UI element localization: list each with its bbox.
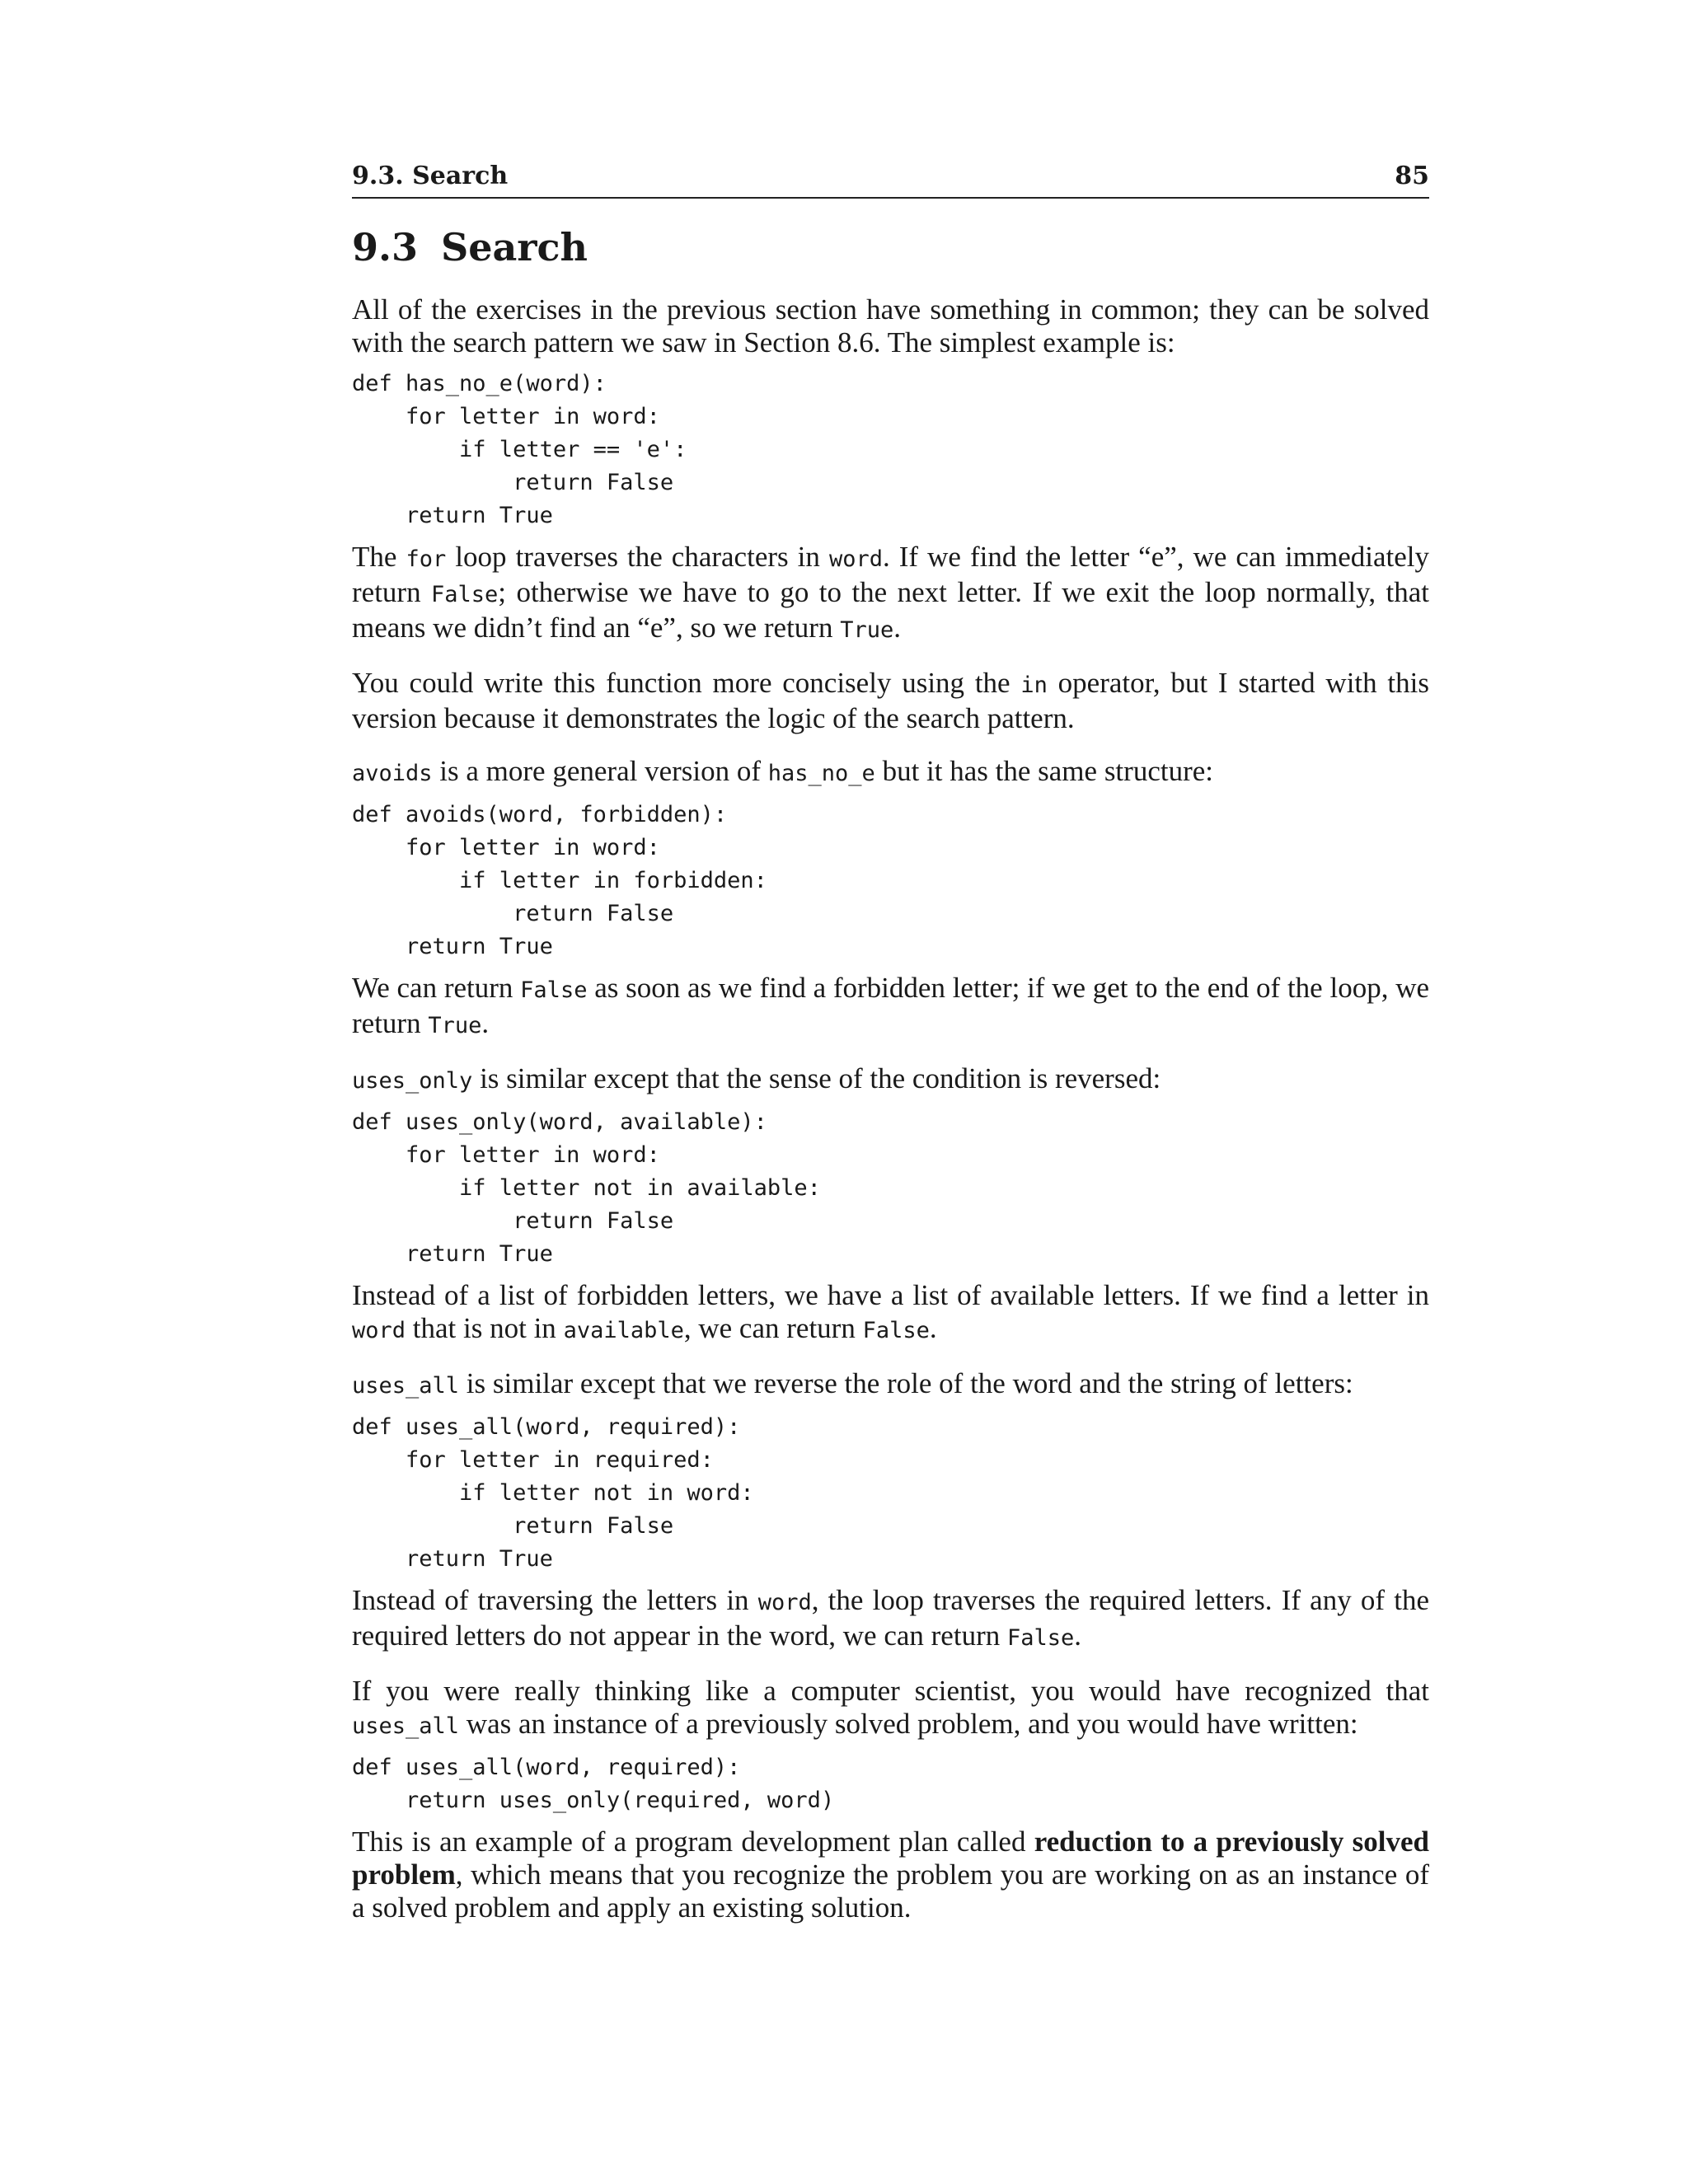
inline-code: False [431, 582, 499, 607]
inline-code: False [1006, 1625, 1075, 1651]
paragraph-computer-scientist [352, 1675, 1429, 1743]
text: ; otherwise we have to go to the next letter. If we exit the loop normally, that means we didn’t find an “e”, so we return [352, 576, 1430, 644]
inline-code: True [428, 1013, 482, 1038]
text: . If we find the letter “e”, we can immediately return [352, 541, 1429, 608]
paragraph-uses-only-explain [352, 1279, 1429, 1347]
paragraph-uses-all-intro [352, 1367, 1429, 1403]
text: . [481, 1007, 490, 1039]
text: was an instance of a previously solved problem, and you would have written: [459, 1708, 1358, 1740]
inline-code: uses_all [352, 1713, 460, 1739]
running-header [352, 162, 1429, 199]
text: Instead of a list of forbidden letters, we have a list of available letters. If we find a letter in [352, 1279, 1429, 1311]
code-block-avoids: def avoids(word, forbidden): for letter in word: if letter in forbidden: return False return True [352, 802, 767, 959]
text: operator, but I started with this version because it demonstrates the logic of the search pattern. [352, 667, 1429, 734]
inline-code: avoids [352, 761, 433, 786]
text: but it has the same structure: [874, 755, 1213, 787]
text: , we can return [683, 1312, 863, 1344]
text: . [893, 612, 901, 644]
inline-code: in [1020, 673, 1048, 698]
section-title: Search [441, 225, 588, 269]
header-page-number: 85 [1395, 162, 1429, 190]
paragraph-uses-all-explain [352, 1584, 1429, 1655]
paragraph-intro: All of the exercises in the previous section have something in common; they can be solved with the search pattern we saw in Section 8.6. The simplest example is: [352, 293, 1429, 359]
text: is similar except that we reverse the role of the word and the string of letters: [459, 1367, 1353, 1399]
text: We can return [352, 972, 521, 1004]
page-body [352, 223, 1429, 1933]
text: is a more general version of [432, 755, 768, 787]
code-block-uses-all: def uses_all(word, required): for letter in required: if letter not in word: return False return True [352, 1414, 754, 1572]
paragraph-avoids-intro [352, 755, 1429, 790]
text: This is an example of a program development plan called [352, 1825, 1034, 1858]
paragraph-in-operator [352, 667, 1429, 735]
paragraph-for-loop [352, 541, 1429, 647]
text: , which means that you recognize the problem you are working on as an instance of a solved problem and apply an existing solution. [352, 1858, 1429, 1924]
inline-code: True [840, 617, 894, 643]
inline-code: uses_all [352, 1373, 460, 1399]
text: The [352, 541, 406, 573]
inline-code: word [352, 1318, 406, 1343]
text: as soon as we find a forbidden letter; if we get to the end of the loop, we return [352, 972, 1430, 1039]
inline-code: False [520, 977, 588, 1003]
inline-code: available [563, 1318, 684, 1343]
text: . [929, 1312, 937, 1344]
text: loop traverses the characters in [446, 541, 829, 573]
inline-code: uses_only [352, 1068, 473, 1094]
code-block-uses-only: def uses_only(word, available): for letter in word: if letter not in available: return False return True [352, 1109, 821, 1267]
inline-code: word [757, 1590, 812, 1615]
code-block-uses-all-reduced: def uses_all(word, required): return uses_only(required, word) [352, 1755, 835, 1813]
paragraph-uses-only-intro [352, 1062, 1429, 1098]
bold-term: reduction to a previously solved problem [352, 1825, 1429, 1891]
paragraph-avoids-explain [352, 972, 1429, 1043]
inline-code: for [406, 546, 447, 572]
inline-code: has_no_e [767, 761, 875, 786]
section-heading [352, 223, 1429, 272]
text: You could write this function more concisely using the [352, 667, 1021, 699]
paragraph-reduction [352, 1825, 1429, 1924]
text: If you were really thinking like a computer scientist, you would have recognized that [352, 1675, 1429, 1707]
text: . [1074, 1619, 1081, 1652]
header-section-title: 9.3. Search [352, 162, 509, 190]
text: is similar except that the sense of the condition is reversed: [472, 1062, 1161, 1094]
inline-code: False [862, 1318, 930, 1343]
text: that is not in [406, 1312, 564, 1344]
text: Instead of traversing the letters in [352, 1584, 758, 1616]
code-block-has-no-e: def has_no_e(word): for letter in word: if letter == 'e': return False return True [352, 371, 687, 528]
text: , the loop traverses the required letters. If any of the required letters do not appear in the word, we can return [352, 1584, 1429, 1652]
inline-code: word [828, 546, 883, 572]
section-number: 9.3 [352, 225, 419, 269]
